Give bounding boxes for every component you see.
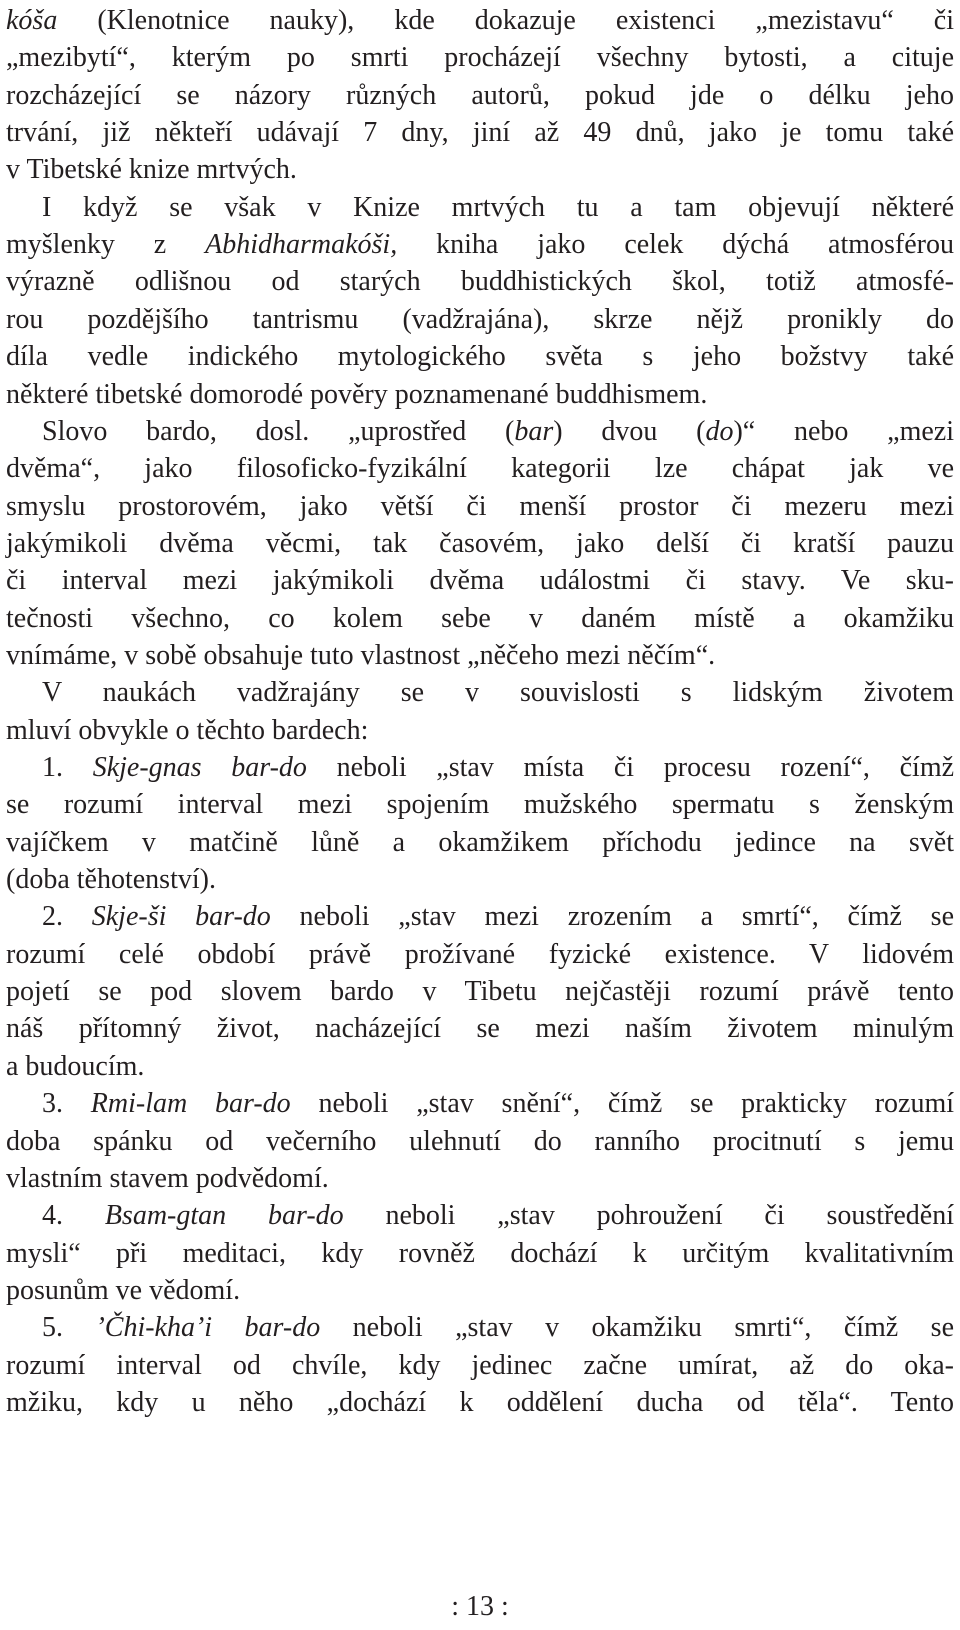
text-line: [6, 600, 954, 638]
italic-term: Rmi-lam bar-do: [90, 1088, 291, 1120]
text-run: 1.: [42, 752, 93, 783]
text-run: rozumí interval od chvíle, kdy jedinec začne umírat, až do oka-: [6, 1349, 954, 1381]
text-run: „mezibytí“, kterým po smrti procházejí všechny bytosti, a cituje: [6, 42, 954, 74]
text-run: (Klenotnice nauky), kde dokazuje existenci „mezistavu“ či: [57, 5, 954, 36]
text-run: neboli „stav pohroužení či soustředění: [343, 1200, 954, 1232]
text-run: jakýmikoli dvěma věcmi, tak časovém, jako delší či kratší pauzu: [6, 527, 954, 559]
text-run: posunům ve vědomí.: [6, 1274, 241, 1306]
italic-term: Bsam-gtan bar-do: [104, 1200, 344, 1232]
text-run: myšlenky z: [6, 229, 206, 261]
text-line: [6, 1010, 954, 1048]
text-run: a budoucím.: [6, 1050, 145, 1082]
text-run: ) dvou (: [553, 415, 706, 447]
text-line: [6, 1160, 954, 1198]
italic-term: ’Čhi-kha’i bar-do: [95, 1312, 321, 1344]
text-line: [6, 562, 954, 600]
italic-term: do: [705, 415, 734, 447]
text-line: [6, 1048, 954, 1086]
text-line: [6, 1347, 954, 1385]
text-run: se rozumí interval mezi spojením mužského spermatu s ženským: [6, 789, 954, 821]
italic-term: Abhidharmakóši,: [205, 229, 398, 261]
text-run: kniha jako celek dýchá atmosférou: [397, 229, 954, 261]
text-run: vlastním stavem podvědomí.: [6, 1162, 329, 1194]
text-line: [6, 973, 954, 1011]
text-line: [6, 1272, 954, 1310]
text-run: 4.: [42, 1200, 105, 1232]
text-run: I když se však v Knize mrtvých tu a tam objevují některé: [42, 191, 954, 223]
text-run: dvěma“, jako filosoficko-fyzikální kategorii lze chápat jak ve: [6, 453, 954, 485]
text-run: či interval mezi jakýmikoli dvěma událostmi či stavy. Ve sku-: [6, 565, 954, 597]
text-line: [6, 301, 954, 339]
text-run: vajíčkem v matčině lůně a okamžikem příchodu jedince na svět: [6, 826, 954, 858]
text-run: neboli „stav mezi zrozením a smrtí“, čímž se: [270, 901, 955, 933]
text-line: [6, 488, 954, 526]
text-line: [6, 1123, 954, 1161]
text-line: [6, 712, 954, 750]
text-run: 3.: [42, 1088, 91, 1120]
text-line: [42, 674, 954, 712]
text-line: [6, 861, 954, 899]
text-line: [6, 637, 954, 675]
text-run: mysli“ při meditaci, kdy rovněž dochází k určitým kvalitativním: [6, 1237, 954, 1269]
text-line: [6, 450, 954, 488]
text-line: [6, 2, 954, 40]
text-run: smyslu prostorovém, jako větší či menší prostor či mezeru mezi: [6, 490, 954, 522]
text-run: doba spánku od večerního ulehnutí do ranního procitnutí s jemu: [6, 1125, 954, 1157]
text-line: [6, 936, 954, 974]
text-line: [6, 786, 954, 824]
text-run: 5.: [42, 1312, 96, 1344]
text-run: neboli „stav v okamžiku smrti“, čímž se: [320, 1312, 955, 1344]
text-run: v Tibetské knize mrtvých.: [6, 154, 297, 186]
italic-term: Skje-ši bar-do: [91, 901, 271, 933]
text-run: rozcházející se názory různých autorů, pokud jde o délku jeho: [6, 79, 954, 111]
text-line: [42, 898, 954, 936]
text-line: [6, 263, 954, 301]
text-run: 2.: [42, 901, 92, 933]
text-run: tečnosti všechno, co kolem sebe v daném místě a okamžiku: [6, 602, 954, 634]
text-line: [42, 413, 954, 451]
page-number: : 13 :: [451, 1591, 509, 1622]
italic-term: Skje-gnas bar-do: [92, 752, 307, 783]
text-run: neboli „stav místa či procesu rození“, čímž: [306, 752, 955, 783]
text-run: Slovo bardo, dosl. „uprostřed (: [42, 415, 515, 447]
text-line: [6, 39, 954, 77]
text-run: trvání, již někteří udávají 7 dny, jiní až 49 dnů, jako je tomu také: [6, 117, 954, 149]
text-run: mluví obvykle o těchto bardech:: [6, 714, 369, 746]
text-run: mžiku, kdy u něho „dochází k oddělení ducha od těla“. Tento: [6, 1386, 954, 1418]
text-run: rozumí celé období právě prožívané fyzické existence. V lidovém: [6, 938, 954, 970]
text-run: rou pozdějšího tantrismu (vadžrajána), skrze nějž pronikly do: [6, 303, 954, 335]
text-line: [6, 525, 954, 563]
text-line: [42, 1309, 954, 1347]
text-line: [6, 1384, 954, 1422]
text-run: díla vedle indického mytologického světa s jeho božstvy také: [6, 341, 954, 373]
text-line: [42, 189, 954, 227]
text-line: [42, 1197, 954, 1235]
text-run: V naukách vadžrajány se v souvislosti s lidským životem: [42, 677, 954, 709]
text-run: pojetí se pod slovem bardo v Tibetu nejčastěji rozumí právě tento: [6, 976, 954, 1008]
text-line: [6, 1235, 954, 1273]
text-run: náš přítomný život, nacházející se mezi naším životem minulým: [6, 1013, 954, 1045]
text-line: [42, 1085, 954, 1123]
text-line: [6, 338, 954, 376]
text-line: [6, 226, 954, 264]
text-line: [42, 749, 954, 787]
text-run: neboli „stav snění“, čímž se prakticky rozumí: [290, 1088, 955, 1120]
text-run: (doba těhotenství).: [6, 864, 216, 896]
italic-term: kóša: [6, 5, 58, 36]
text-run: výrazně odlišnou od starých buddhistických škol, totiž atmosfé-: [6, 266, 954, 298]
text-line: [6, 114, 954, 152]
text-run: některé tibetské domorodé pověry poznamenané buddhismem.: [6, 378, 708, 410]
text-run: vnímáme, v sobě obsahuje tuto vlastnost „něčeho mezi něčím“.: [6, 639, 716, 671]
italic-term: bar: [514, 415, 554, 447]
text-line: [6, 376, 954, 414]
text-line: [6, 824, 954, 862]
text-line: [6, 151, 954, 189]
text-line: [6, 77, 954, 115]
text-run: )“ nebo „mezi: [733, 415, 954, 447]
